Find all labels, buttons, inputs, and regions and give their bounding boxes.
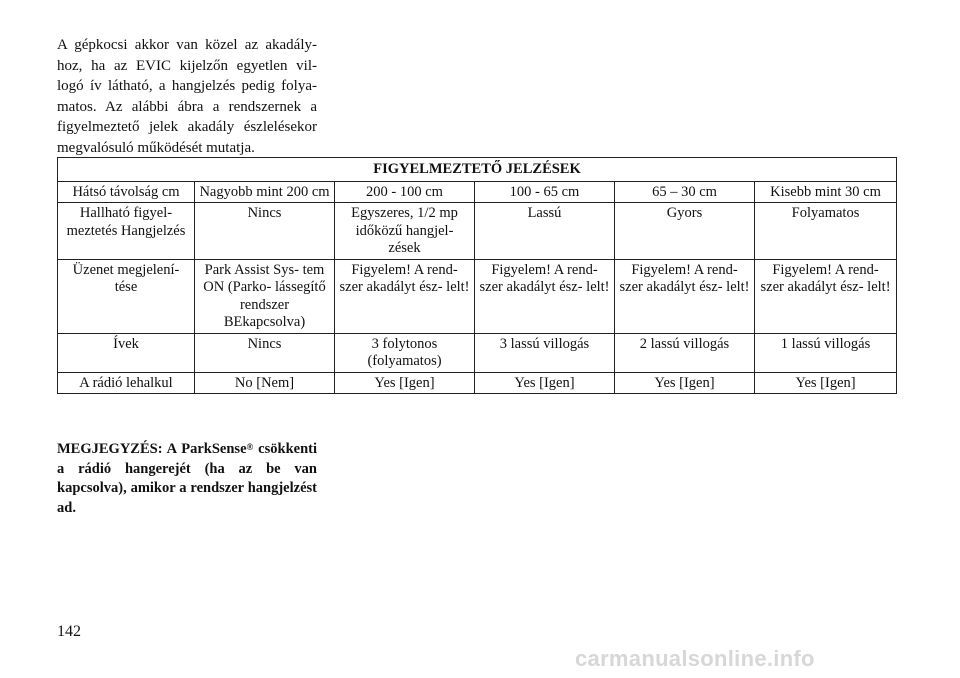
note-paragraph <box>57 440 317 518</box>
table-cell: 2 lassú villogás <box>615 333 755 372</box>
table-cell: Nagyobb mint 200 cm <box>195 181 335 203</box>
table-cell: Yes [Igen] <box>335 372 475 394</box>
table-cell: Ívek <box>58 333 195 372</box>
table-cell: Figyelem! A rend- szer akadályt ész- lelt! <box>755 259 897 333</box>
warning-signals-table <box>57 157 897 394</box>
table-cell: 3 lassú villogás <box>475 333 615 372</box>
page-number: 142 <box>57 623 81 640</box>
table-title: FIGYELMEZTETŐ JELZÉSEK <box>58 158 897 182</box>
table-cell: Kisebb mint 30 cm <box>755 181 897 203</box>
table-cell: 65 – 30 cm <box>615 181 755 203</box>
table-cell: Figyelem! A rend- szer akadályt ész- lelt! <box>335 259 475 333</box>
table-cell: Yes [Igen] <box>755 372 897 394</box>
table-cell: Yes [Igen] <box>475 372 615 394</box>
intro-line: hoz, ha az EVIC kijelzőn egyetlen vil- <box>57 57 317 74</box>
table-cell: Nincs <box>195 203 335 260</box>
table-cell: Hallható figyel- meztetés Hangjelzés <box>58 203 195 260</box>
table-cell: Figyelem! A rend- szer akadályt ész- lelt! <box>475 259 615 333</box>
table-cell: Nincs <box>195 333 335 372</box>
table-cell: 3 folytonos (folyamatos) <box>335 333 475 372</box>
table-cell: 200 - 100 cm <box>335 181 475 203</box>
intro-line: figyelmeztető jelek akadály észlelésekor <box>57 119 317 135</box>
table-cell: Hátsó távolság cm <box>58 181 195 203</box>
table-row <box>58 203 897 260</box>
intro-paragraph <box>57 35 317 158</box>
table-cell: Egyszeres, 1/2 mp időközű hangjel- zések <box>335 203 475 260</box>
table-cell: A rádió lehalkul <box>58 372 195 394</box>
table-cell: Lassú <box>475 203 615 260</box>
table-row <box>58 372 897 394</box>
intro-line: megvalósuló működését mutatja. <box>57 139 255 156</box>
intro-line: matos. Az alábbi ábra a rendszernek a <box>57 98 317 115</box>
table-row <box>58 259 897 333</box>
table-cell: Folyamatos <box>755 203 897 260</box>
note-lead: MEGJEGYZÉS: A ParkSense <box>57 441 247 457</box>
table-cell: Yes [Igen] <box>615 372 755 394</box>
registered-mark: ® <box>246 442 254 452</box>
note-text: csökkenti a rádió hangerejét (ha az be van kapcsolva), amikor a rendszer hangjelzést ad. <box>57 441 317 516</box>
table-cell: Gyors <box>615 203 755 260</box>
table-row <box>58 333 897 372</box>
table-cell: Park Assist Sys- tem ON (Parko- lássegítő rendszer BEkapcsolva) <box>195 259 335 333</box>
intro-line: logó ív látható, a hangjelzés pedig folya- <box>57 78 317 94</box>
site-watermark: carmanualsonline.info <box>575 646 815 671</box>
table-row <box>58 181 897 203</box>
table-cell: Figyelem! A rend- szer akadályt ész- lelt! <box>615 259 755 333</box>
table-title-row <box>58 158 897 182</box>
table-cell: Üzenet megjelení- tése <box>58 259 195 333</box>
table-cell: 100 - 65 cm <box>475 181 615 203</box>
table-cell: 1 lassú villogás <box>755 333 897 372</box>
table-cell: No [Nem] <box>195 372 335 394</box>
intro-line: A gépkocsi akkor van közel az akadály- <box>57 37 317 53</box>
